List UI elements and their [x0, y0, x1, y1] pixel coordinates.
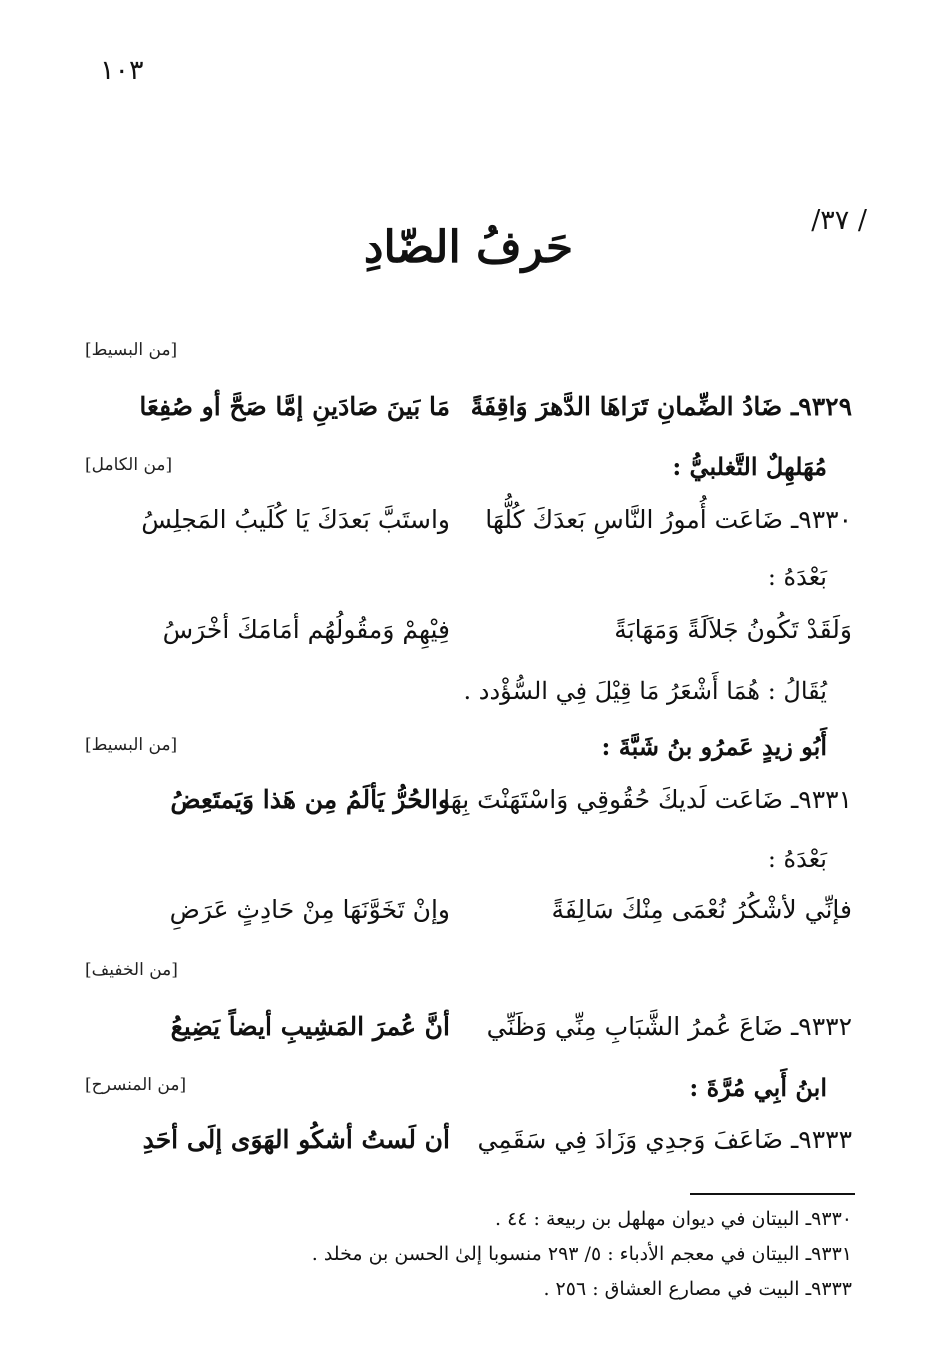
continuation-label: بَعْدَهُ : [767, 563, 827, 591]
meter-label: [من الكامل] [85, 455, 173, 475]
verse-9330b-first-hemistich: وَلَقَدْ تَكُونُ جَلاَلَةً وَمَهَابَةً [614, 615, 852, 644]
verse-9330-first-hemistich: ٩٣٣٠ـ ضَاعَت أُمورُ النَّاسِ بَعدَكَ كُلُّهَا [485, 505, 852, 534]
continuation-label: بَعْدَهُ : [767, 845, 827, 873]
poet-name: ابنُ أَبِي مُرَّةَ : [689, 1073, 827, 1102]
footnote: ٩٣٣٠ـ البيتان في ديوان مهلهل بن ربيعة : ٤٤ . [494, 1208, 852, 1230]
footnote: ٩٣٣٣ـ البيت في مصارع العشاق : ٢٥٦ . [543, 1278, 852, 1300]
verse-9333-first-hemistich: ٩٣٣٣ـ ضَاعَفَ وَجدِي وَزَادَ فِي سَقَمِي [477, 1125, 852, 1154]
verse-9329-first-hemistich: ٩٣٢٩ـ ضَادُ الضِّمانِ تَرَاهَا الدَّهرَ وَاقِفَةً [470, 392, 852, 421]
section-title: حَرفُ الضّادِ [363, 222, 574, 273]
commentary-line: يُقَالُ : هُمَا أَشْعَرُ مَا قِيْلَ فِي السُّؤْدد . [463, 677, 827, 705]
meter-label: [من المنسرح] [85, 1075, 187, 1095]
verse-9329-second-hemistich: مَا بَينَ صَادَينِ إمَّا صَحَّ أو صُفِعَا [139, 392, 450, 421]
meter-label: [من البسيط] [85, 340, 178, 360]
meter-label: [من البسيط] [85, 735, 178, 755]
verse-9330b-second-hemistich: فِيْهِمْ وَمقُولُهُم أمَامَكَ أخْرَسُ [162, 615, 450, 644]
verse-9332-second-hemistich: أنَّ عُمرَ المَشِيبِ أيضاً يَضِيعُ [170, 1012, 450, 1041]
verse-9331b-second-hemistich: وإنْ تَخَوَّنَهَا مِنْ حَادِثٍ عَرَضِ [169, 895, 450, 924]
poet-name: مُهَلهِلٌ التَّغلبيُّ : [672, 452, 827, 481]
verse-9331b-first-hemistich: فإنِّي لأشْكُرُ نُعْمَى مِنْكَ سَالِفَةً [551, 895, 852, 924]
footnote: ٩٣٣١ـ البيتان في معجم الأدباء : ٥/ ٢٩٣ منسوبا إلىٰ الحسن بن مخلد . [311, 1243, 852, 1265]
chapter-reference: / ٣٧/ [811, 205, 867, 236]
verse-9330-second-hemistich: واستَبَّ بَعدَكَ يَا كُلَيبُ المَجلِسُ [141, 505, 450, 534]
verse-9331-first-hemistich: ٩٣٣١ـ ضَاعَت لَديكَ حُقُوقِي وَاسْتَهَنْتَ بِهَا [443, 785, 852, 814]
verse-9332-first-hemistich: ٩٣٣٢ـ ضَاعَ عُمرُ الشَّبَابِ مِنِّي وَظَنِّي [486, 1012, 852, 1041]
footnote-divider [690, 1193, 855, 1195]
verse-9331-second-hemistich: والحُرُّ يَألَمُ مِن هَذا وَيَمتَعِضُ [170, 785, 450, 814]
verse-9333-second-hemistich: أن لَستُ أشكُو الهَوَى إلَى أحَدِ [142, 1125, 450, 1154]
meter-label: [من الخفيف] [85, 960, 178, 980]
page-number: ١٠٣ [100, 55, 144, 86]
poet-name: أَبُو زيدٍ عَمرُو بنُ شَبَّةَ : [601, 732, 827, 761]
